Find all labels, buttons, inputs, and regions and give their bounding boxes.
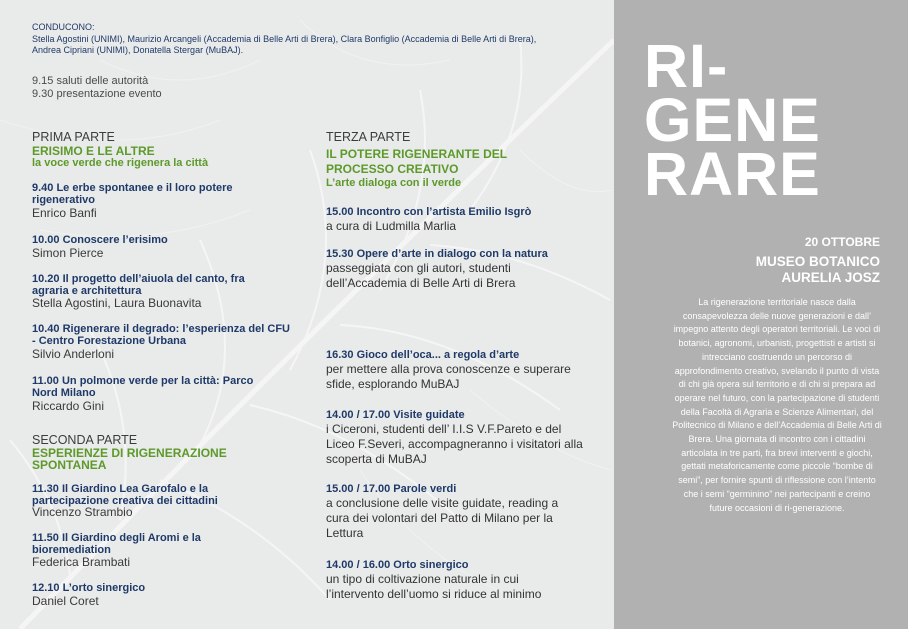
part1-heading: PRIMA PARTE — [32, 130, 115, 144]
event-description: La rigenerazione territoriale nasce dalla consapevolezza delle nuove generazioni e dall’ impegno attento degli operatori territoriali. Le voci di botanici, agronomi, urbanisti, progettisti e artisti si intrecciano costruendo un percorso di approfondimento creativo, svelando il punto di vista di chi già opera sul territorio e di chi si prepara ad operare nel futuro, con la partecipazione di studenti della Facoltà di Agraria e Scienze Alimentari, del Politecnico di Milano e dell’Accademia di Belle Arti di Brera. Una giornata di incontro con i cittadini articolata in tre parti, fra brevi interventi e giochi, gettati metaforicamente come piccole “bombe di semi”, per fornire spunti di riflessione con l’intento che i semi “germinino” nei partecipanti e creino future occasioni di ri-generazione. — [672, 297, 882, 513]
part1-event-title: 9.40 Le erbe spontanee e il loro potere rigenerativo — [32, 182, 233, 206]
venue-line: MUSEO BOTANICO — [755, 254, 880, 269]
part1-event-title: 10.40 Rigenerare il degrado: l’esperienza del CFU - Centro Forestazione Urbana — [32, 323, 290, 347]
part1-event-speaker: Riccardo Gini — [32, 399, 105, 413]
cover-title-line: RI- — [644, 32, 729, 100]
conduct-label: CONDUCONO: — [32, 22, 95, 32]
part2-title: ESPERIENZE DI RIGENERAZIONE SPONTANEA — [32, 446, 227, 472]
cover-title — [644, 32, 821, 208]
part3-event-description: i Ciceroni, studenti dell’ I.I.S V.F.Pareto e del Liceo F.Severi, accompagneranno i visitatori alla scoperta di MuBAJ — [326, 422, 583, 466]
event-date: 20 OTTOBRE — [804, 235, 880, 249]
part3-title-line-1: IL POTERE RIGENERANTE DEL — [326, 147, 508, 161]
part3-event-title: 16.30 Gioco dell’oca... a regola d’arte — [326, 349, 520, 361]
part1-event-speaker: Enrico Banfi — [32, 206, 97, 220]
part3-event-description: per mettere alla prova conoscenze e superare sfide, esplorando MuBAJ — [326, 362, 571, 391]
part3-heading: TERZA PARTE — [326, 130, 411, 144]
opening-presentation: 9.30 presentazione evento — [32, 88, 162, 100]
part3-event-description: passeggiata con gli autori, studenti dell’Accademia di Belle Arti di Brera — [326, 261, 516, 290]
part3-event-description: a cura di Ludmilla Marlia — [326, 219, 457, 233]
part1-event-speaker: Simon Pierce — [32, 246, 104, 260]
part3-subtitle: L’arte dialoga con il verde — [326, 177, 462, 189]
part1-title: ERISIMO E LE ALTRE — [32, 144, 155, 158]
part2-event-speaker: Daniel Coret — [32, 594, 99, 608]
part3-event-title: 14.00 / 17.00 Visite guidate — [326, 409, 465, 421]
part3-event-description: un tipo di coltivazione naturale in cui l’intervento dell’uomo si riduce al minimo — [326, 572, 542, 601]
venue-name — [756, 254, 880, 286]
part3-event-title: 15.00 Incontro con l’artista Emilio Isgrò — [326, 206, 532, 218]
opening-greetings: 9.15 saluti delle autorità — [32, 75, 149, 87]
part1-subtitle: la voce verde che rigenera la città — [32, 157, 209, 169]
venue-line: AURELIA JOSZ — [781, 270, 880, 285]
part2-event-title: 11.30 Il Giardino Lea Garofalo e la partecipazione creativa dei cittadini — [32, 483, 218, 507]
part1-event-speaker: Stella Agostini, Laura Buonavita — [32, 296, 202, 310]
part1-event-title: 11.00 Un polmone verde per la città: Parco Nord Milano — [32, 375, 254, 399]
conduct-line-2: Andrea Cipriani (UNIMI), Donatella Stergar (MuBAJ). — [32, 45, 244, 55]
part3-event-title: 14.00 / 16.00 Orto sinergico — [326, 559, 469, 571]
part3-event-description: a conclusione delle visite guidate, reading a cura dei volontari del Patto di Milano per la Lettura — [326, 496, 559, 540]
part2-event-speaker: Vincenzo Strambio — [32, 505, 133, 519]
part2-event-speaker: Federica Brambati — [32, 555, 131, 569]
part2-heading: SECONDA PARTE — [32, 433, 138, 447]
part3-title-line-2: PROCESSO CREATIVO — [326, 162, 459, 176]
part2-event-title: 12.10 L’orto sinergico — [32, 582, 146, 594]
part1-event-title: 10.00 Conoscere l’erisimo — [32, 234, 168, 246]
part3-event-title: 15.30 Opere d’arte in dialogo con la natura — [326, 248, 548, 260]
part1-event-speaker: Silvio Anderloni — [32, 347, 115, 361]
cover-title-line: GENE — [644, 86, 821, 154]
part2-event-title: 11.50 Il Giardino degli Aromi e la bioremediation — [32, 532, 201, 556]
conduct-line-1: Stella Agostini (UNIMI), Maurizio Arcangeli (Accademia di Belle Arti di Brera), Clara Bonfiglio (Accademia di Belle Arti di Brera), — [32, 34, 537, 44]
part1-event-title: 10.20 Il progetto dell’aiuola del canto, fra agraria e architettura — [32, 273, 245, 297]
cover-panel — [614, 0, 908, 629]
cover-title-line: RARE — [644, 140, 821, 208]
part3-event-title: 15.00 / 17.00 Parole verdi — [326, 483, 457, 495]
